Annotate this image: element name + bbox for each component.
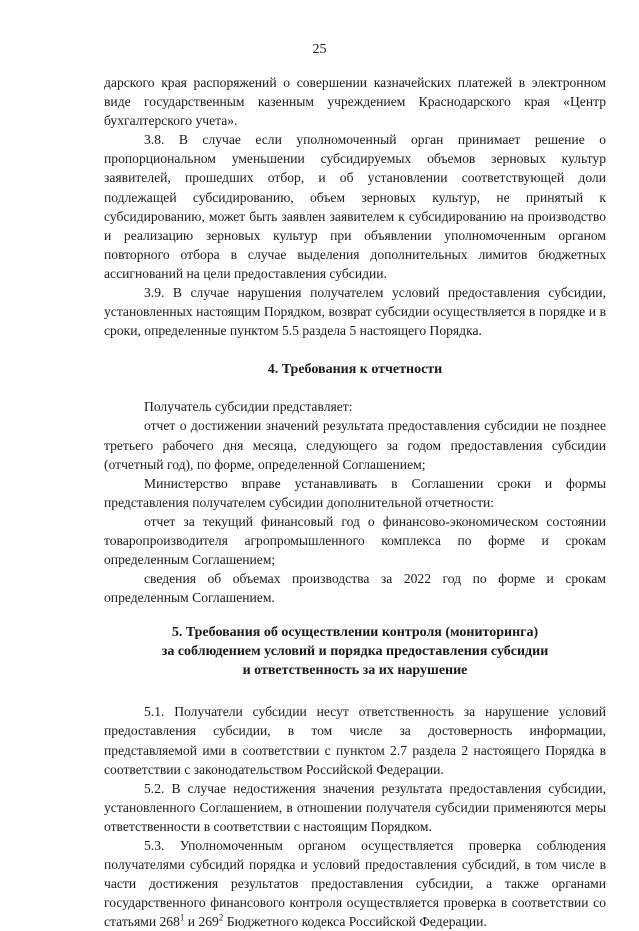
document-body: [104, 73, 606, 931]
paragraph-5-1: 5.1. Получатели субсидии несут ответственность за нарушение условий предоставления субсидии, в том числе за достоверность информации, представляемой ими в соответствии с пунктом 2.7 раздела 2 настоящего Порядка в соответствии с законодательством Российской Федерации.: [104, 704, 606, 777]
page-number: 25: [312, 42, 327, 57]
superscript: 2: [218, 912, 224, 923]
section-4-heading: 4. Требования к отчетности: [267, 362, 443, 378]
section-5-heading-line: и ответственность за их нарушение: [242, 663, 468, 679]
superscript: 1: [179, 912, 185, 923]
section-5-heading: [104, 623, 606, 680]
paragraph-5-2: 5.2. В случае недостижения значения результата предоставления субсидии, установленного Соглашением, в отношении получателя субсидии применяются меры ответственности в соответствии с настоящим Порядком.: [104, 780, 606, 834]
paragraph-continuation: дарского края распоряжений о совершении казначейских платежей в электронном виде государственным казенным учреждением Краснодарского края «Центр бухгалтерского учета».: [104, 75, 606, 129]
paragraph-3-9: 3.9. В случае нарушения получателем условий предоставления субсидии, установленных настоящим Порядком, возврат субсидии осуществляется в порядке и в сроки, определенные пунктом 5.5 раздела 5 настоящего Порядка.: [104, 285, 606, 339]
section-4-report-item: отчет о достижении значений результата предоставления субсидии не позднее третьего рабочего дня месяца, следующего за годом предоставления субсидии (отчетный год), по форме, определенной Соглашением;: [104, 418, 606, 472]
section-4-financial-report-item: отчет за текущий финансовый год о финансово-экономическом состоянии товаропроизводителя агропромышленного комплекса по форме и срокам определенным Соглашением;: [104, 513, 606, 568]
section-4-intro: Получатель субсидии представляет:: [144, 399, 353, 415]
section-4-production-item: сведения об объемах производства за 2022 год по форме и срокам определенным Соглашением.: [104, 571, 606, 606]
section-5-heading-line: за соблюдением условий и порядка предоставления субсидии: [161, 644, 549, 660]
paragraph-5-3-text: и 269: [184, 914, 219, 930]
paragraph-5-3-text: Бюджетного кодекса Российской Федерации.: [223, 914, 487, 930]
paragraph-3-8: 3.8. В случае если уполномоченный орган принимает решение о пропорциональном уменьшении субсидируемых объемов зерновых культур заявителей, прошедших отбор, и об установлении соответствующей доли подлежащей субсидированию, объем зерновых культур, не принятый к субсидированию, может быть заявлен заявителем к субсидированию на производство и реализацию зерновых культур при объявлении уполномоченным органом повторного отбора в случае выделения дополнительных лимитов бюджетных ассигнований на цели предоставления субсидии.: [104, 132, 606, 281]
paragraph-5-3: [104, 836, 606, 931]
paragraph-5-3-text: 5.3. Уполномоченным органом осуществляется проверка соблюдения получателями субсидий порядка и условий предоставления субсидий, в том числе в части достижения результатов предоставления субсидии, а также органами государственного финансового контроля осуществляется проверка в соответствии со статьями 268: [104, 838, 606, 930]
section-4-ministry-item: Министерство вправе устанавливать в Соглашении сроки и формы представления получателем субсидии дополнительной отчетности:: [104, 475, 606, 510]
section-5-heading-line: 5. Требования об осуществлении контроля (мониторинга): [171, 625, 539, 641]
